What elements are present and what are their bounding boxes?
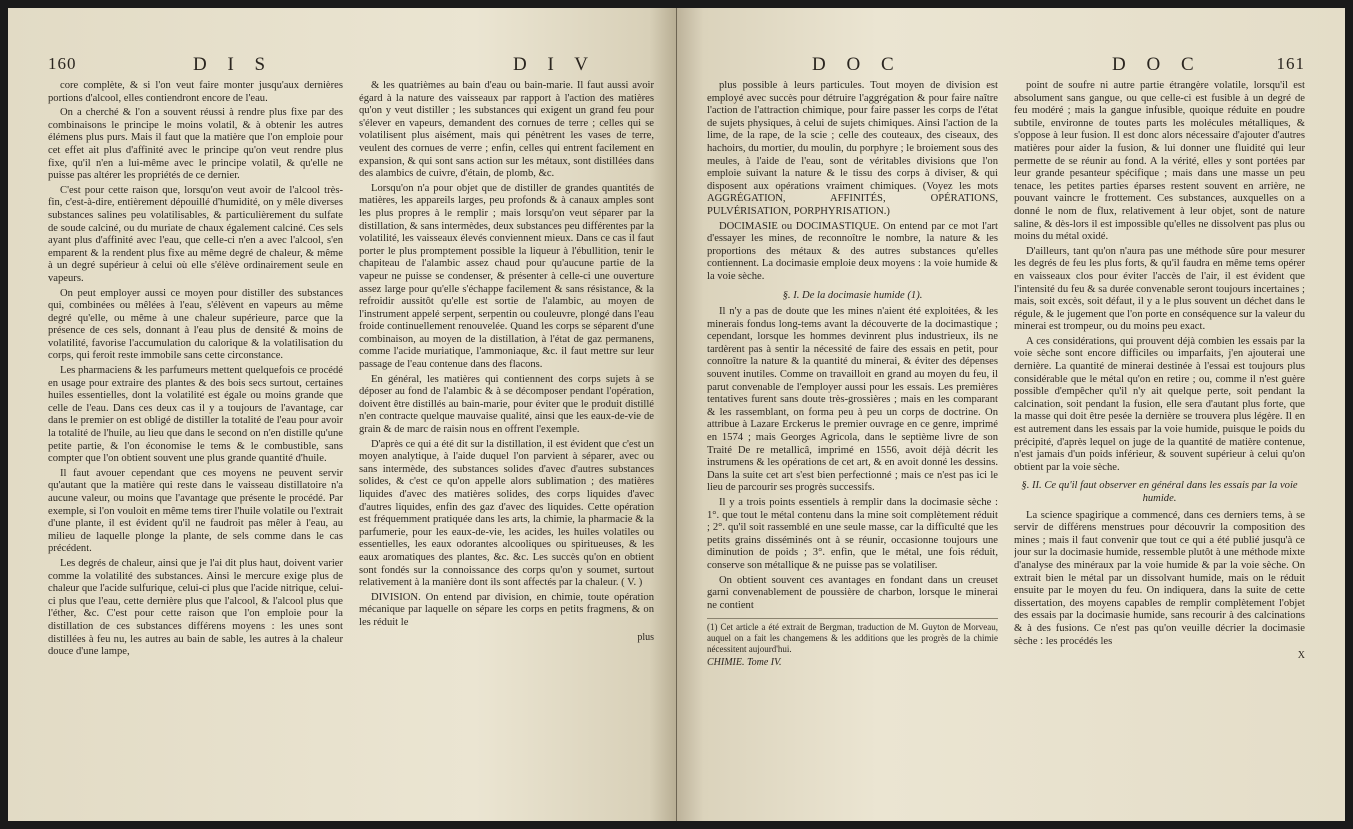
right-page — [677, 8, 1345, 821]
paragraph: On peut employer aussi ce moyen pour distiller des substances qui, combinées ou mêlées à l'eau, s'élèvent en vapeurs au même degré qu'elle, ou même à une chaleur supérieure, parce que la présence de ces sels, donnant à l'eau plus de densité & moins de volatilité, favorise l'accumulation du calorique & la volatilisation du corps, qui feroit reste immobile sans cette circonstance. — [48, 287, 343, 362]
left-page — [8, 8, 676, 821]
text-columns — [48, 80, 654, 811]
column-2 — [359, 80, 654, 811]
running-head — [48, 54, 636, 76]
paragraph: Il faut avouer cependant que ces moyens ne peuvent servir qu'autant que la matière qui reste dans le vaisseau distillatoire n'a aucune valeur, ou moins que l'avantage que présente le procédé. Par exemple, si l'on vouloit en même tems tirer l'huile volatile ou l'extrait d'une plante, il est évident qu'il ne faudroit pas mêler à l'eau, au milieu de laquelle plonge la plante, de sels comme dans le cas précédent. — [48, 467, 343, 555]
running-title-right: D I V — [513, 54, 596, 75]
paragraph: D'ailleurs, tant qu'on n'aura pas une méthode sûre pour mesurer les degrés de feu les plus forts, & qu'il faudra en même tems opérer en vaisseaux clos pour éviter l'accès de l'air, il est évident que l'intensité du feu & sa durée convenable seront toujours incertaines ; mais, soit excès, soit défaut, il y a le plus souvent un déchet dans le régule, & le jugement que l'on porte en conséquence sur la valeur du minerai est trompeur, ou du moins peu exact. — [1014, 245, 1305, 333]
column-2 — [1014, 80, 1305, 811]
paragraph: core complète, & si l'on veut faire monter jusqu'aux dernières portions d'alcool, elles contiendront encore de l'eau. — [48, 80, 343, 104]
paragraph: D'après ce qui a été dit sur la distillation, il est évident que c'est un moyen analytique, à l'aide duquel l'on parvient à séparer, avec ou sans intermède, des substances solides d'avec d'autres substances solides, & c'est ce qu'on appelle alors sublimation ; des matières liquides d'avec des matières solides, des corps liquides d'avec d'autres liquides, enfin des gaz d'avec des liquides. Cette opération est fréquemment pratiquée dans les arts, la chimie, la pharmacie & la parfumerie, pour les eaux-de-vie, les acides, les huiles volatiles ou essentielles, les eaux odorantes alcooliques ou spiritueuses, & les eaux aromatiques des plantes, &c. &c. Les succès qu'on en obtient sont fondés sur la connoissance des corps qu'on y soumet, surtout relativement à la manière dont ils sont affectés par la chaleur. ( V. ) — [359, 438, 654, 589]
paragraph: Les degrés de chaleur, ainsi que je l'ai dit plus haut, doivent varier comme la volatilité des substances. Ainsi le mercure exige plus de chaleur que l'acide sulfurique, celui-ci plus que l'acide nitrique, celui-ci plus que l'eau, cette dernière plus que l'alcool, & l'alcool plus que l'éther, &c. C'est pour cette raison que l'on emploie pour la distillation de ces substances différens moyens : les unes sont distillées à feu nu, les autres au bain de sable, les autres à la chaleur douce d'une lampe, — [48, 557, 343, 658]
paragraph: A ces considérations, qui prouvent déjà combien les essais par la voie sèche sont encore difficiles ou imparfaits, j'en ajouterai une dernière. La quantité de minerai destinée à l'essai est toujours plus considérable que le métal qu'on en retire ; ou, comme il n'est guère possible d'empêcher qu'il n'y ait quelque perte, soit pendant la calcination, soit pendant la fusion, elle sera d'autant plus forte, que la masse qui doit être pesée la dernière se trouvera plus légère. Il en est autrement dans les essais par la voie humide, puisque le poids du précipité, d'après lequel on juge de la quantité de matière contenue, n'est jamais d'un poids inférieur, & souvent supérieur à celui qu'on obtient par la voie sèche. — [1014, 335, 1305, 473]
page-number: 161 — [1276, 54, 1305, 73]
paragraph: plus possible à leurs particules. Tout moyen de division est employé avec succès pour détruire l'aggrégation & pour faire naître l'action de l'attraction chimique, pour faire passer les corps de l'état de sujets physiques, à celui de sujets chimiques. Ainsi l'action de la lime, de la rape, de la scie ; celle des couteaux, des ciseaux, des hachoirs, du mortier, du moulin, du porphyre ; le broiement sous des meules, à l'aide de l'eau, sont de véritables divisions que l'on emploie suivant la nature & le tissu des corps à diviser, & qui disposent aux opérations vraiment chimiques. (Voyez les mots AGGRÉGATION, AFFINITÉS, OPÉRATIONS, PULVÉRISATION, PORPHYRISATION.) — [707, 80, 998, 217]
paragraph: C'est pour cette raison que, lorsqu'on veut avoir de l'alcool très-fin, c'est-à-dire, entièrement dépouillé d'humidité, on y mêle diverses substances salines peu volatilisables, & particulièrement du sulfate de soude calciné, ou du muriate de chaux également calciné. Ces sels ayant plus d'affinité avec l'eau, que celle-ci n'en a avec l'alcool, s'en emparent & la rendent plus fixe au même degré de chaleur, & même à un degré supérieur à celui où elle s'élève ordinairement seule en vapeurs. — [48, 184, 343, 284]
text-columns — [707, 80, 1305, 811]
paragraph: Lorsqu'on n'a pour objet que de distiller de grandes quantités de matières, les appareils larges, peu profonds & à canaux amples sont les plus propres à le remplir ; mais lorsqu'on veut séparer par la distillation, & sans intermèdes, deux substances peu différentes par la volatilité, les vaisseaux élevés conviennent mieux. Dans ce cas il faut porter le plus promptement possible la liqueur à l'ébullition, tenir le chapiteau de l'alambic assez chaud pour qu'aucune partie de la vapeur ne puisse se condenser, & présenter à celle-ci une ouverture assez large pour qu'elle s'échappe facilement & sans résistance, & la refroidir aussitôt qu'elle est sortie de l'alambic, au moyen de l'instrument appelé serpent, serpentin ou couleuvre, plongé dans l'eau froide continuellement renouvelée. Quand les corps se séparent d'une combinaison, au moyen de la distillation, à l'état de gaz permanens, comme l'acide muriatique, l'ammoniaque, &c. il faut mettre sur leur passage de l'eau contenue dans des flacons. — [359, 182, 654, 371]
paragraph: On obtient souvent ces avantages en fondant dans un creuset garni convenablement de poussière de charbon, lorsque le minerai ne contient — [707, 574, 998, 611]
paragraph: DIVISION. On entend par division, en chimie, toute opération mécanique par laquelle on sépare les corps en petits fragmens, & on les réduit le — [359, 591, 654, 628]
running-title-right: D O C — [1112, 54, 1202, 75]
section-heading: §. I. De la docimasie humide (1). — [782, 289, 923, 301]
footnote: (1) Cet article a été extrait de Bergman, traduction de M. Guyton de Morveau, auquel on a fait les changemens & les additions que les progrès de la chimie nécessitent aujourd'hui. — [707, 618, 998, 655]
running-title-left: D I S — [193, 54, 274, 75]
paragraph: Les pharmaciens & les parfumeurs mettent quelquefois ce procédé en usage pour extraire des plantes & des bois secs surtout, certaines huiles essentielles, dont la volatilité est égale ou moins grande que celle de l'eau. Dans ces deux cas il y a toujours de l'avantage, car dans le premier on est obligé de distiller la totalité de l'eau pour avoir la totalité de l'huile, au lieu que dans le second on n'en distille qu'une petite partie, & l'on économise le tems & le combustible, sans compter que l'on obtient souvent une plus grande quantité d'huile. — [48, 365, 343, 465]
running-head — [707, 54, 1305, 76]
paragraph: On a cherché & l'on a souvent réussi à rendre plus fixe par des combinaisons le principe le moins volatil, & à obtenir les autres élémens plus purs. Mais il faut que la matière que l'on emploie pour cet effet ait plus d'affinité avec le principe qu'on veut rendre plus fixe, qu'il n'en a lui-même avec le principe volatil, & qu'elle ne puisse pas altérer les propriétés de ce dernier. — [48, 107, 343, 182]
paragraph: point de soufre ni autre partie étrangère volatile, lorsqu'il est absolument sans gangue, ou que celle-ci est fusible à un degré de feu modéré ; mais la gangue infusible, quoique réduite en poudre subtile, environne de toutes parts les molécules métalliques, & s'oppose à leur fusion. Il est donc alors nécessaire d'ajouter d'autres matières pour aider la fusion, & lui donner une fluidité qui leur permette de se réunir au fond. A la vérité, elles y sont portées par leur grande pesanteur spécifique ; mais dans une masse un peu tenace, les petites parties éparses restent souvent en arrière, ne pouvant vaincre le frottement. Ces substances, auxquelles on a donné le nom de flux, relativement à leur objet, sont de nature saline, & dès-lors il est impossible qu'elles ne dissolvent pas plus ou moins du métal oxidé. — [1014, 80, 1305, 243]
paragraph: En général, les matières qui contiennent des corps sujets à se déposer au fond de l'alambic & à se décomposer pendant l'opération, doivent être distillés au bain-marie, pour éviter que le produit distillé n'en contracte quelque mauvaise qualité, ainsi que les eaux-de-vie de grain & de marc de raisin nous en offrent l'exemple. — [359, 373, 654, 436]
running-title-left: D O C — [812, 54, 902, 75]
paragraph: Il n'y a pas de doute que les mines n'aient été exploitées, & les minerais fondus long-tems avant la découverte de la docimastique ; cependant, lorsque les hommes devinrent plus industrieux, ils ne tardèrent pas à sentir la nécessité de faire des essais en petit, pour connoître la nature & la quantité du minerai, & éviter des dépenses souvent inutiles. Comme on travailloit en grand au moyen du feu, il parut convenable de l'employer aussi pour les essais. Les premières tentatives furent sans doute très-grossières ; mais en les comparant & les rassemblant, on forma peu à peu un corps de doctrine. On attribue à Lazare Erckerus le premier ouvrage en ce genre, imprimé en 1574 ; mais Georges Agricola, dans le septième livre de son Traité De re metallicâ, imprimé en 1556, avoit déjà décrit les instrumens & les opérations de cet art, & en avoit donné les dessins. Dans la suite cet art s'est bien perfectionné ; mais ce n'est pas ici le lieu de parcourir ses progrès successifs. — [707, 306, 998, 494]
paragraph: & les quatrièmes au bain d'eau ou bain-marie. Il faut aussi avoir égard à la nature des vaisseaux par rapport à l'action des matières qu'on y veut distiller ; les substances qui exigent un grand feu pour s'élever en vapeurs, demandent des cornues de terre ; celles qui se volatilisent plus aisément, mais qui pénètrent les vases de terre, veulent des cornues de verre ; enfin, celles qui entrent facilement en expansion, & qui sont sans action sur les métaux, sont distillées dans des alambics de cuivre, d'étain, de plomb, &c. — [359, 80, 654, 180]
signature-line: CHIMIE. Tome IV. — [707, 657, 782, 669]
signature-mark: X — [1297, 650, 1305, 662]
column-1 — [707, 80, 998, 811]
paragraph: La science spagirique a commencé, dans ces derniers tems, à se servir de différens menstrues pour découvrir la composition des mines ; mais il faut convenir que tout ce qui a été publié jusqu'à ce jour sur la docimasie humide, ressemble plutôt à une méthode mixte d'analyse des minéraux par la voie humide & par la voie sèche. On extrait bien le métal par un dissolvant humide, mais on le réduit ensuite par le moyen du feu. On indiquera, dans la suite de cette dissertation, des moyens capables de remplir complètement l'objet des essais par la docimasie humide, sans recourir à des calcinations & à des fusions. Ce n'est pas qu'on veuille décrier la docimasie sèche : les procédés les — [1014, 509, 1305, 647]
section-heading: §. II. Ce qu'il faut observer en général dans les essais par la voie humide. — [1021, 480, 1298, 504]
book-spread — [8, 8, 1345, 821]
column-1 — [48, 80, 343, 811]
page-number: 160 — [48, 54, 77, 73]
paragraph: Il y a trois points essentiels à remplir dans la docimasie sèche : 1°. que tout le métal contenu dans la mine soit complètement réduit ; 2°. qu'il soit rassemblé en une seule masse, car la difficulté que les petits grains disséminés ont à se réunir, occasionne toujours une diminution de poids ; 3°. enfin, que le métal, une fois réduit, conserve son métallique & ne puisse pas se volatiliser. — [707, 497, 998, 571]
paragraph: DOCIMASIE ou DOCIMASTIQUE. On entend par ce mot l'art d'essayer les mines, de reconnoître le nombre, la nature & les proportions des métaux & des autres substances qu'elles contiennent. La docimasie emploie deux moyens : la voie humide & la voie sèche. — [707, 220, 998, 282]
catchword: plus — [637, 631, 654, 643]
